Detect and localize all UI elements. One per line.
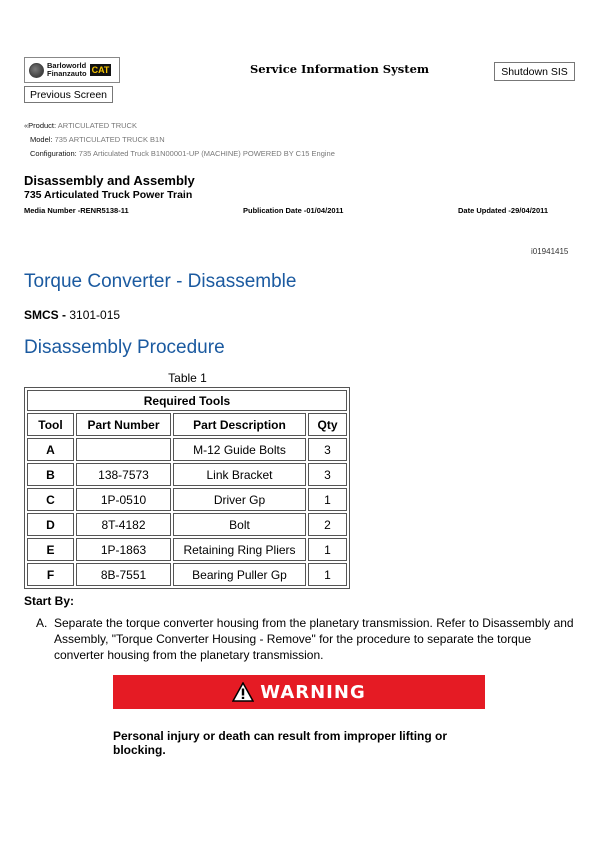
table-row — [27, 488, 347, 511]
page-title: Torque Converter - Disassemble — [24, 271, 297, 292]
warning-triangle-icon — [232, 682, 254, 702]
globe-icon — [29, 63, 44, 78]
part-number-cell: 138-7573 — [76, 463, 171, 486]
publication-date: Publication Date -01/04/2011 — [243, 206, 344, 215]
table-row — [27, 538, 347, 561]
part-description-cell: Link Bracket — [173, 463, 306, 486]
step-letter: A. — [36, 616, 48, 630]
part-description-cell: Retaining Ring Pliers — [173, 538, 306, 561]
date-updated: Date Updated -29/04/2011 — [458, 206, 549, 215]
chevron-left-icon: « — [24, 121, 29, 130]
qty-cell: 3 — [308, 438, 347, 461]
table-caption: Table 1 — [168, 371, 207, 385]
step-text: Separate the torque converter housing from the planetary transmission. Refer to Disassembly and Assembly, "Torque Converter Housing - Remove" for the procedure to separate the torque converter housing from the planetary transmission. — [54, 616, 574, 662]
tool-cell: A — [27, 438, 74, 461]
smcs-code: SMCS - 3101-015 — [24, 308, 121, 322]
doc-heading: Disassembly and Assembly — [24, 173, 195, 188]
table-row — [27, 513, 347, 536]
warning-message: Personal injury or death can result from improper lifting or blocking. — [113, 729, 448, 757]
model-line: Model: 735 ARTICULATED TRUCK B1N — [30, 135, 165, 144]
configuration-line: Configuration: 735 Articulated Truck B1N00001-UP (MACHINE) POWERED BY C15 Engine — [30, 149, 335, 158]
section-title: Disassembly Procedure — [24, 337, 225, 358]
tool-cell: C — [27, 488, 74, 511]
tool-cell: D — [27, 513, 74, 536]
header-part-number: Part Number — [76, 413, 171, 436]
header-qty: Qty — [308, 413, 347, 436]
part-description-cell: Driver Gp — [173, 488, 306, 511]
table-row — [27, 563, 347, 586]
qty-cell: 1 — [308, 563, 347, 586]
table-header-row — [27, 413, 347, 436]
part-description-cell: M-12 Guide Bolts — [173, 438, 306, 461]
part-number-cell: 1P-0510 — [76, 488, 171, 511]
tool-cell: E — [27, 538, 74, 561]
header-tool: Tool — [27, 413, 74, 436]
step-a — [36, 615, 576, 663]
required-tools-table — [24, 387, 350, 589]
media-number: Media Number -RENR5138-11 — [24, 206, 129, 215]
product-line: «Product: ARTICULATED TRUCK — [24, 121, 137, 130]
part-number-cell — [76, 438, 171, 461]
start-by-label: Start By: — [24, 594, 75, 608]
tool-cell: B — [27, 463, 74, 486]
table-row — [27, 438, 347, 461]
part-number-cell: 8T-4182 — [76, 513, 171, 536]
table-row — [27, 463, 347, 486]
tool-cell: F — [27, 563, 74, 586]
part-description-cell: Bolt — [173, 513, 306, 536]
document-id: i01941415 — [531, 247, 569, 256]
cat-brand-mark: CAT — [91, 65, 110, 75]
part-number-cell: 8B-7551 — [76, 563, 171, 586]
table-title: Required Tools — [27, 390, 347, 411]
system-title: Service Information System — [250, 62, 430, 76]
part-number-cell: 1P-1863 — [76, 538, 171, 561]
qty-cell: 3 — [308, 463, 347, 486]
shutdown-sis-button[interactable]: Shutdown SIS — [494, 62, 575, 81]
previous-screen-button[interactable]: Previous Screen — [24, 86, 113, 103]
warning-label: WARNING — [260, 681, 366, 703]
qty-cell: 1 — [308, 488, 347, 511]
doc-subheading: 735 Articulated Truck Power Train — [24, 189, 193, 201]
logo-text: Barloworld Finanzauto — [47, 61, 87, 78]
part-description-cell: Bearing Puller Gp — [173, 563, 306, 586]
barloworld-cat-logo — [24, 57, 120, 83]
warning-banner — [113, 675, 485, 709]
header-part-description: Part Description — [173, 413, 306, 436]
qty-cell: 1 — [308, 538, 347, 561]
qty-cell: 2 — [308, 513, 347, 536]
